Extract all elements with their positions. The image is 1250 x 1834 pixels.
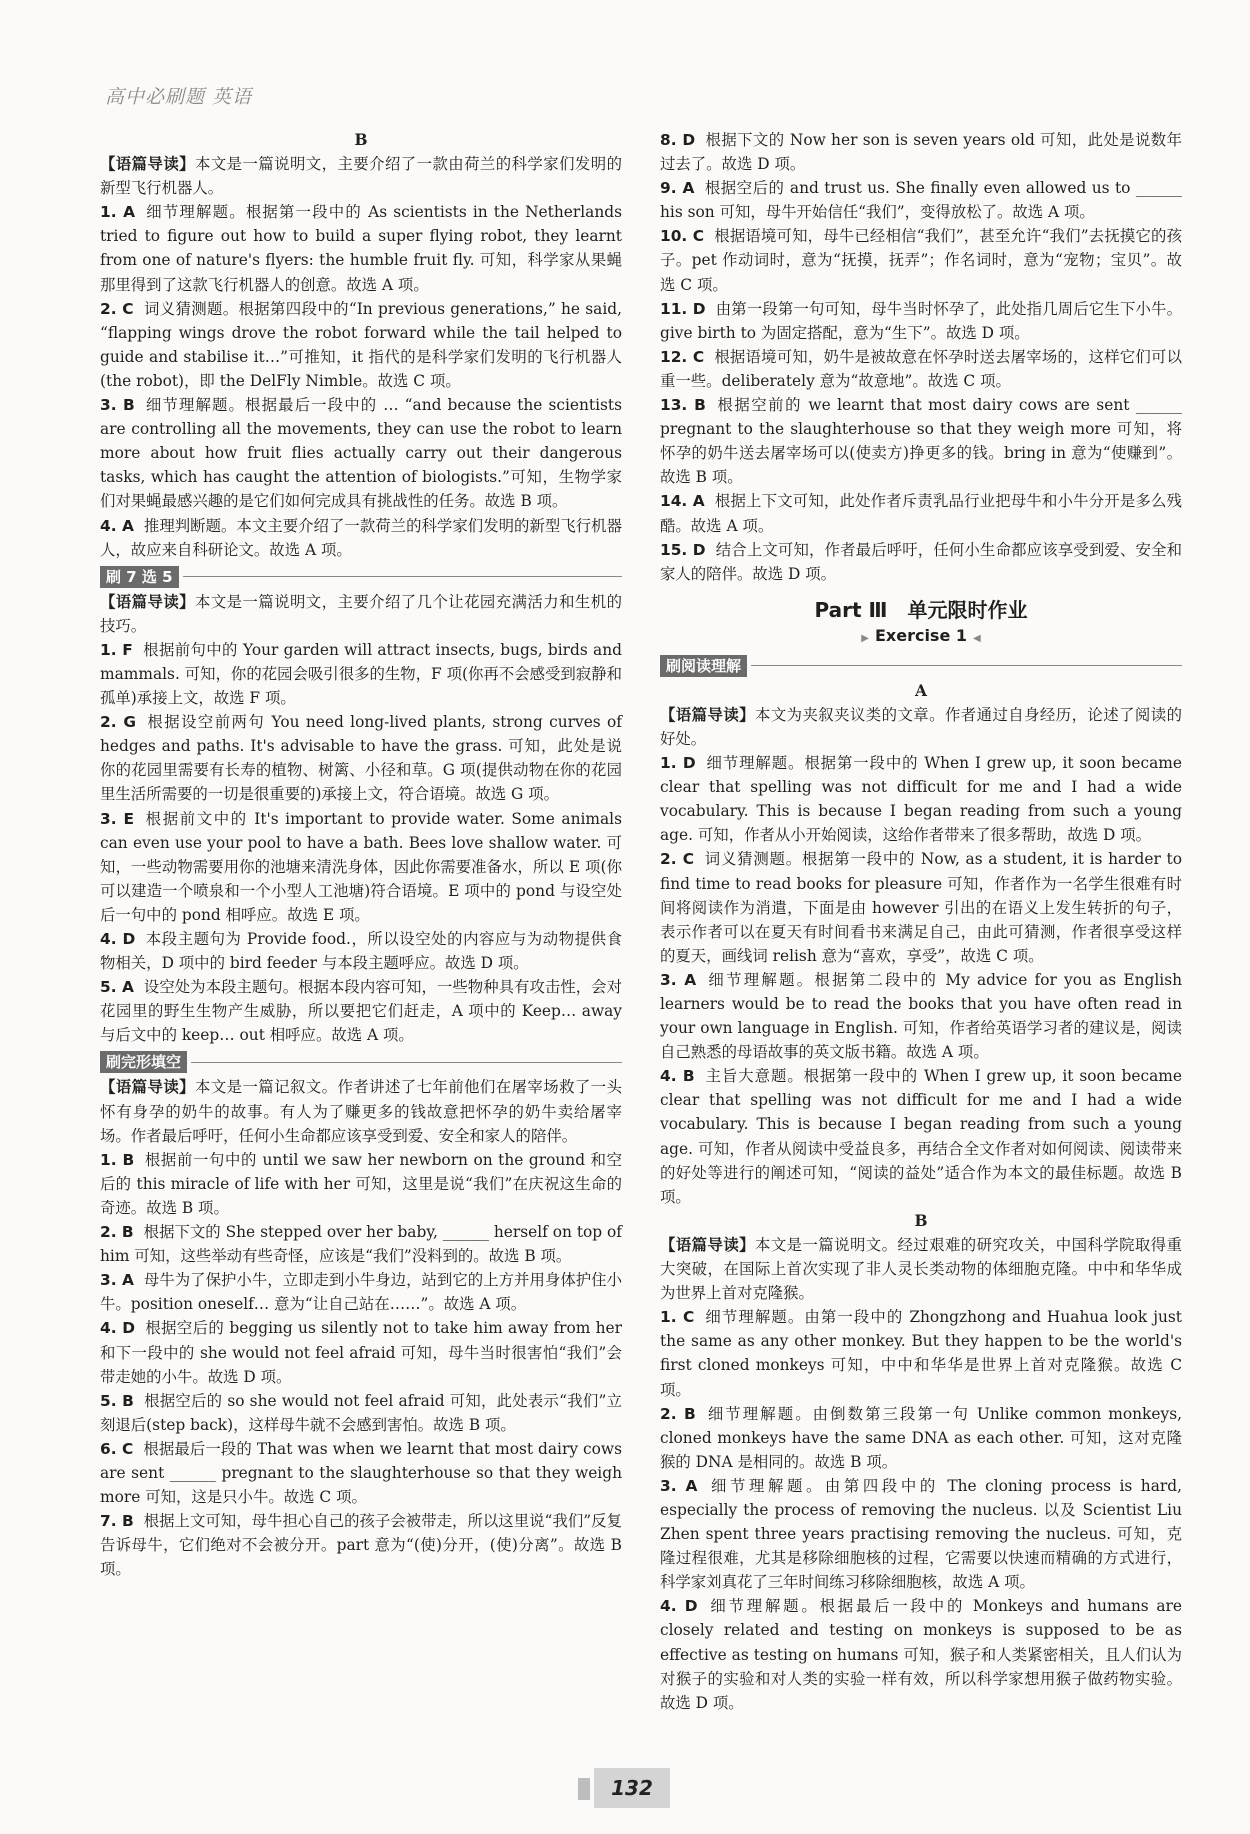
answer-key: 14. A bbox=[660, 492, 705, 511]
running-header: 高中必刷题 英语 bbox=[105, 86, 253, 108]
answer-item bbox=[100, 927, 622, 975]
answer-item bbox=[100, 1316, 622, 1388]
answer-item bbox=[660, 751, 1182, 847]
answer-explanation: 细节理解题。由第一段中的 Zhongzhong and Huahua look just the same as any other monkey. But they happen to be the world's first cloned monkeys 可知，中中和华华是世界上首对克隆猴。故选 C 项。 bbox=[660, 1308, 1182, 1399]
answer-key: 4. D bbox=[660, 1597, 698, 1616]
part-title: Part Ⅲ 单元限时作业 bbox=[814, 597, 1028, 622]
answer-item bbox=[100, 1509, 622, 1581]
answer-key: 2. B bbox=[660, 1404, 696, 1423]
answer-key: 7. B bbox=[100, 1512, 134, 1531]
answer-key: 1. F bbox=[100, 640, 133, 659]
answer-key: 5. A bbox=[100, 978, 134, 997]
answer-key: 15. D bbox=[660, 540, 706, 559]
answer-explanation: 根据设空前两句 You need long-lived plants, strong curves of hedges and paths. It's advisable to have the grass. 可知，此处是说你的花园里需要有长寿的植物、树篱、小径和草。G 项(提供动物在你的花园里生活所需要的一切是很重要的)承接上文，符合语境。故选 G 项。 bbox=[100, 713, 622, 804]
answer-key: 3. B bbox=[100, 396, 135, 415]
answer-explanation: 根据空后的 and trust us. She finally even allowed us to ______ his son 可知，母牛开始信任“我们”，变得放松了。故选 A 项。 bbox=[660, 179, 1182, 222]
answer-key: 9. A bbox=[660, 179, 695, 198]
guide-b2 bbox=[660, 1233, 1182, 1305]
answer-item bbox=[100, 393, 622, 513]
left-column bbox=[100, 128, 622, 1581]
answer-item bbox=[100, 638, 622, 710]
section-rule bbox=[191, 1062, 622, 1063]
answer-item bbox=[660, 393, 1182, 489]
answer-key: 3. A bbox=[100, 1271, 134, 1290]
answer-key: 3. A bbox=[660, 1476, 698, 1495]
answer-item bbox=[660, 176, 1182, 224]
guide-text: 本文是一篇说明文。经过艰难的研究攻关，中国科学院取得重大突破，在国际上首次实现了非人灵长类动物的体细胞克隆。中中和华华成为世界上首对克隆猴。 bbox=[660, 1235, 1182, 1303]
answer-list-cloze bbox=[100, 1148, 622, 1582]
answer-explanation: 设空处为本段主题句。根据本段内容可知，一些物种具有攻击性，会对花园里的野生生物产生威胁，所以要把它们赶走，A 项中的 Keep… away 与后文中的 keep… out 相呼应。故选 A 项。 bbox=[100, 978, 622, 1045]
answer-item bbox=[100, 514, 622, 562]
answer-explanation: 根据语境可知，奶牛是被故意在怀孕时送去屠宰场的，这样它们可以重一些。deliberately 意为“故意地”。故选 C 项。 bbox=[660, 347, 1182, 390]
answer-list-cloze-cont bbox=[660, 128, 1182, 586]
answer-explanation: 根据空后的 so she would not feel afraid 可知，此处表示“我们”立刻退后(step back)，这样母牛就不会感到害怕。故选 B 项。 bbox=[100, 1391, 622, 1434]
section-header-cloze bbox=[100, 1051, 622, 1073]
answer-item bbox=[100, 1389, 622, 1437]
guide-label: 【语篇导读】 bbox=[100, 1078, 195, 1097]
answer-key: 5. B bbox=[100, 1391, 134, 1410]
answer-item bbox=[100, 975, 622, 1047]
section-tag: 刷完形填空 bbox=[100, 1051, 187, 1073]
answer-key: 8. D bbox=[660, 131, 696, 149]
answer-key: 4. D bbox=[100, 1319, 136, 1338]
guide-text: 本文是一篇说明文，主要介绍了几个让花园充满活力和生机的技巧。 bbox=[100, 592, 622, 635]
answer-item bbox=[660, 1064, 1182, 1209]
answer-item bbox=[660, 1305, 1182, 1401]
exercise-title bbox=[660, 624, 1182, 651]
answer-item bbox=[660, 968, 1182, 1064]
answer-item bbox=[660, 1402, 1182, 1474]
guide-label: 【语篇导读】 bbox=[660, 705, 755, 724]
answer-key: 1. A bbox=[100, 203, 136, 222]
answer-key: 4. B bbox=[660, 1067, 695, 1086]
answer-explanation: 根据下文的 Now her son is seven years old 可知，此处是说数年过去了。故选 D 项。 bbox=[660, 131, 1182, 174]
answer-explanation: 根据下文的 She stepped over her baby, ______ herself on top of him 可知，这些举动有些奇怪，应该是“我们”没料到的。故选 B 项。 bbox=[100, 1223, 623, 1266]
guide-label: 【语篇导读】 bbox=[100, 155, 195, 174]
answer-explanation: 细节理解题。由第四段中的 The cloning process is hard, especially the process of removing the nucleus. 以及 Scientist Liu Zhen spent three years practising removing the nucleus. 可知，克隆过程很难，尤其是移除细胞核的过程，它需要以快速而精确的方式进行，科学家刘真花了三年时间练习移除细胞核，故选 A 项。 bbox=[660, 1476, 1182, 1592]
answer-key: 2. C bbox=[100, 299, 134, 318]
section-rule bbox=[751, 665, 1182, 666]
answer-key: 2. G bbox=[100, 713, 136, 732]
guide-text: 本文是一篇说明文，主要介绍了一款由荷兰的科学家们发明的新型飞行机器人。 bbox=[100, 155, 622, 198]
answer-explanation: 细节理解题。根据第二段中的 My advice for you as English learners would be to read the books that you have often read in your own language in English. 可知，作者给英语学习者的建议是，阅读自己熟悉的母语故事的英文版书籍。故选 A 项。 bbox=[660, 970, 1183, 1062]
answer-explanation: 根据前一句中的 until we saw her newborn on the ground 和空后的 this miracle of life with her 可知，这里是说“我们”在庆祝这生命的奇迹。故选 B 项。 bbox=[100, 1150, 622, 1217]
answer-explanation: 细节理解题。根据第一段中的 When I grew up, it soon became clear that spelling was not difficult for me and I had a wide vocabulary. This is because I began reading from such a young age. 可知，作者从小开始阅读，这给作者带来了很多帮助，故选 D 项。 bbox=[660, 754, 1182, 845]
section-header-7x5 bbox=[100, 566, 622, 588]
answer-item bbox=[100, 1437, 622, 1509]
guide-a bbox=[660, 703, 1182, 751]
guide-text: 本文是一篇记叙文。作者讲述了七年前他们在屠宰场救了一头怀有身孕的奶牛的故事。有人为了赚更多的钱故意把怀孕的奶牛卖给屠宰场。作者最后呼吁，任何小生命都应该享受到爱、安全和家人的陪伴。 bbox=[100, 1078, 622, 1145]
guide-7x5 bbox=[100, 590, 622, 638]
right-column bbox=[660, 128, 1182, 1715]
guide-cloze bbox=[100, 1075, 622, 1147]
answer-explanation: 根据上文可知，母牛担心自己的孩子会被带走，所以这里说“我们”反复告诉母牛，它们绝对不会被分开。part 意为“(使)分开，(使)分离”。故选 B 项。 bbox=[100, 1512, 622, 1579]
answer-key: 1. B bbox=[100, 1150, 135, 1169]
triangle-right-icon: ▶ bbox=[861, 632, 869, 644]
section-header-reading bbox=[660, 655, 1182, 677]
answer-key: 2. B bbox=[100, 1223, 134, 1242]
answer-key: 11. D bbox=[660, 299, 706, 318]
page-number: 132 bbox=[594, 1768, 670, 1808]
section-b-title: B bbox=[354, 131, 368, 149]
answer-key: 10. C bbox=[660, 227, 705, 246]
guide-label: 【语篇导读】 bbox=[660, 1235, 755, 1254]
answer-item bbox=[660, 489, 1182, 537]
answer-explanation: 推理判断题。本文主要介绍了一款荷兰的科学家们发明的新型飞行机器人，故应来自科研论文。故选 A 项。 bbox=[100, 516, 622, 559]
answer-explanation: 结合上文可知，作者最后呼吁，任何小生命都应该享受到爱、安全和家人的陪伴。故选 D 项。 bbox=[660, 540, 1182, 583]
answer-item bbox=[660, 345, 1182, 393]
answer-item bbox=[660, 847, 1182, 967]
section-tag: 刷 7 选 5 bbox=[100, 566, 179, 588]
answer-item bbox=[100, 297, 622, 393]
section-a-title: A bbox=[915, 681, 927, 700]
answer-item bbox=[100, 710, 622, 806]
answer-explanation: 根据前文中的 It's important to provide water. Some animals can even use your pool to have a bath. Bees love shallow water. 可知，一些动物需要用你的池塘来清洗身体，因此你需要准备水，所以 E 项(你可以建造一个喷泉和一个小型人工池塘)符合语境。E 项中的 pond 与设空处后一句中的 pond 相呼应。故选 E 项。 bbox=[100, 809, 623, 924]
answer-list-b2 bbox=[660, 1305, 1182, 1715]
answer-item bbox=[100, 200, 622, 296]
answer-explanation: 本段主题句为 Provide food.，所以设空处的内容应与为动物提供食物相关，D 项中的 bird feeder 与本段主题呼应。故选 D 项。 bbox=[100, 930, 622, 973]
answer-item bbox=[660, 297, 1182, 345]
answer-item bbox=[100, 807, 622, 927]
answer-explanation: 根据前句中的 Your garden will attract insects, bugs, birds and mammals. 可知，你的花园会吸引很多的生物，F 项(你再不会感受到寂静和孤单)承接上文，故选 F 项。 bbox=[100, 640, 622, 708]
answer-item bbox=[660, 1474, 1182, 1594]
answer-explanation: 细节理解题。根据最后一段中的 Monkeys and humans are closely related and testing on monkeys is supposed to be as effective as testing on humans 可知，猴子和人类紧密相关，且人们认为对猴子的实验和对人类的实验一样有效，所以科学家想用猴子做药物实验。故选 D 项。 bbox=[660, 1597, 1182, 1712]
answer-key: 12. C bbox=[660, 347, 705, 366]
answer-list-a bbox=[660, 751, 1182, 1209]
answer-explanation: 母牛为了保护小牛，立即走到小牛身边，站到它的上方并用身体护住小牛。position oneself… 意为“让自己站在……”。故选 A 项。 bbox=[100, 1271, 622, 1314]
answer-list-b bbox=[100, 200, 622, 561]
answer-key: 4. A bbox=[100, 516, 134, 535]
answer-explanation: 细节理解题。根据最后一段中的 … “and because the scientists are controlling all the movements, they can use the robot to learn more about how fruit flies actually carry out their dangerous tasks, which has caught the attention of biologists.”可知，生物学家们对果蝇最感兴趣的是它们如何完成具有挑战性的任务。故选 B 项。 bbox=[100, 396, 622, 511]
answer-list-7x5 bbox=[100, 638, 622, 1048]
answer-item bbox=[660, 128, 1182, 176]
answer-explanation: 由第一段第一句可知，母牛当时怀孕了，此处指几周后它生下小牛。give birth to 为固定搭配，意为“生下”。故选 D 项。 bbox=[660, 299, 1182, 342]
answer-explanation: 根据空前的 we learnt that most dairy cows are sent ______ pregnant to the slaughterhouse so that they weigh more 可知，将怀孕的奶牛送去屠宰场可以(使卖方)挣更多的钱。bring in 意为“使赚到”。故选 B 项。 bbox=[660, 396, 1183, 487]
section-tag: 刷阅读理解 bbox=[660, 655, 747, 677]
answer-key: 13. B bbox=[660, 396, 706, 415]
triangle-left-icon: ◀ bbox=[973, 632, 981, 644]
answer-item bbox=[660, 224, 1182, 296]
answer-explanation: 细节理解题。由倒数第三段第一句 Unlike common monkeys, cloned monkeys have the same DNA as each other. 可知，这对克隆猴的 DNA 是相同的。故选 B 项。 bbox=[660, 1404, 1182, 1471]
answer-key: 1. D bbox=[660, 754, 696, 773]
answer-explanation: 根据语境可知，母牛已经相信“我们”，甚至允许“我们”去抚摸它的孩子。pet 作动词时，意为“抚摸，抚弄”；作名词时，意为“宠物；宝贝”。故选 C 项。 bbox=[660, 227, 1182, 294]
answer-explanation: 词义猜测题。根据第四段中的“In previous generations,” he said, “flapping wings drove the robot forward while the tail helped to guide and stabilise it…”可推知，it 指代的是科学家们发明的飞行机器人(the robot)，即 the DelFly Nimble。故选 C 项。 bbox=[100, 299, 622, 390]
answer-explanation: 根据空后的 begging us silently not to take him away from her 和下一段中的 she would not feel afraid 可知，母牛当时很害怕“我们”会带走她的小牛。故选 D 项。 bbox=[100, 1319, 622, 1386]
section-b2-title: B bbox=[914, 1211, 928, 1230]
answer-item bbox=[660, 1594, 1182, 1714]
answer-explanation: 根据上下文可知，此处作者斥责乳品行业把母牛和小牛分开是多么残酷。故选 A 项。 bbox=[660, 492, 1182, 535]
answer-key: 1. C bbox=[660, 1308, 695, 1327]
page-number-decoration bbox=[578, 1778, 590, 1800]
answer-explanation: 细节理解题。根据第一段中的 As scientists in the Netherlands tried to figure out how to build a super flying robot, they learnt from one of nature's flyers: the humble fruit fly. 可知，科学家从果蝇那里得到了这款飞行机器人的创意。故选 A 项。 bbox=[100, 203, 622, 294]
answer-key: 2. C bbox=[660, 850, 695, 869]
guide-b bbox=[100, 152, 622, 200]
answer-explanation: 主旨大意题。根据第一段中的 When I grew up, it soon became clear that spelling was not difficult for me and I had a wide vocabulary. This is because I began reading from such a young age. 可知，作者从阅读中受益良多，再结合全文作者对如何阅读、阅读带来的好处等进行的阐述可知，“阅读的益处”适合作为本文的最佳标题。故选 B 项。 bbox=[660, 1067, 1182, 1206]
guide-text: 本文为夹叙夹议类的文章。作者通过自身经历，论述了阅读的好处。 bbox=[660, 705, 1182, 748]
answer-item bbox=[100, 1220, 622, 1268]
answer-key: 3. A bbox=[660, 970, 697, 989]
answer-key: 3. E bbox=[100, 809, 135, 828]
exercise-label: Exercise 1 bbox=[874, 625, 968, 645]
answer-key: 6. C bbox=[100, 1439, 134, 1458]
answer-item bbox=[100, 1148, 622, 1220]
answer-explanation: 词义猜测题。根据第一段中的 Now, as a student, it is harder to find time to read books for pleasure 可知，作者作为一名学生很难有时间将阅读作为消遣，下面是由 however 引出的在语义上发生转折的句子，表示作者可以在夏天有时间看书来满足自己，由此可猜测，作者很享受这样的夏天，画线词 relish 意为“喜欢，享受”，故选 C 项。 bbox=[660, 850, 1182, 965]
answer-key: 4. D bbox=[100, 930, 136, 948]
section-rule bbox=[183, 576, 622, 577]
guide-label: 【语篇导读】 bbox=[100, 592, 195, 611]
answer-item bbox=[100, 1268, 622, 1316]
answer-explanation: 根据最后一段的 That was when we learnt that most dairy cows are sent ______ pregnant to the slaughterhouse so that they weigh more 可知，这是只小牛。故选 C 项。 bbox=[100, 1439, 622, 1507]
answer-item bbox=[660, 538, 1182, 586]
